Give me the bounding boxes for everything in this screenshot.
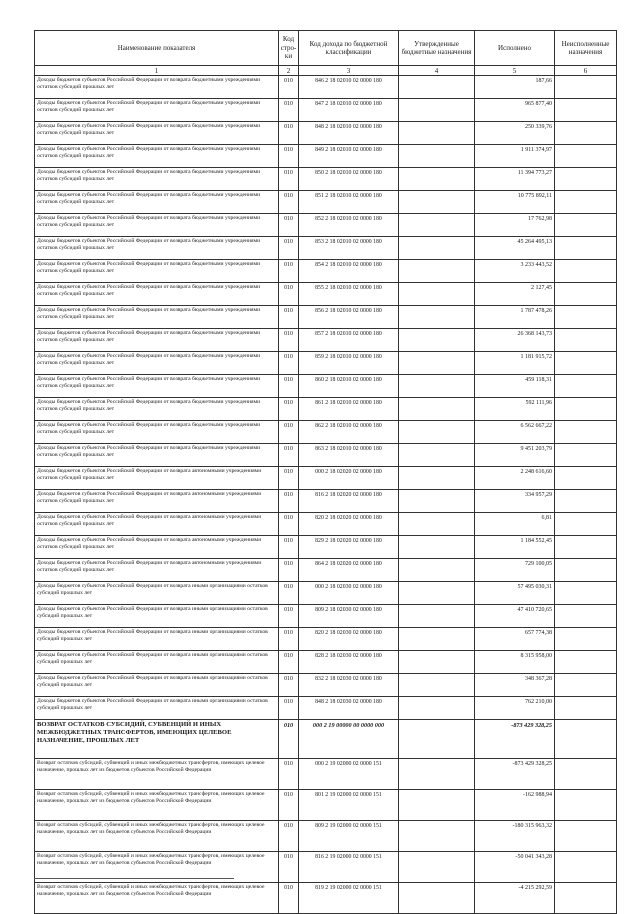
row-name: Доходы бюджетов субъектов Российской Федерации от возврата бюджетными учреждениями остатков субсидий прошлых лет <box>35 237 279 260</box>
row-unexecuted <box>555 122 617 145</box>
row-income-code: 809 2 18 02030 02 0000 180 <box>299 605 399 628</box>
row-executed: 1 184 552,45 <box>475 536 555 559</box>
row-income-code: 864 2 18 02020 02 0000 180 <box>299 559 399 582</box>
row-income-code: 809 2 19 02000 02 0000 151 <box>299 821 399 852</box>
row-income-code: 863 2 18 02010 02 0000 180 <box>299 444 399 467</box>
row-executed: 47 410 720,65 <box>475 605 555 628</box>
table-row <box>35 76 617 99</box>
row-line-code: 010 <box>279 260 299 283</box>
row-line-code: 010 <box>279 821 299 852</box>
row-income-code: 861 2 18 02010 02 0000 180 <box>299 398 399 421</box>
row-name: Доходы бюджетов субъектов Российской Федерации от возврата автономными учреждениями остатков субсидий прошлых лет <box>35 536 279 559</box>
row-executed: 1 911 374,97 <box>475 145 555 168</box>
section-total-row <box>35 720 617 759</box>
row-income-code: 828 2 18 02030 02 0000 180 <box>299 651 399 674</box>
row-executed: 3 233 443,52 <box>475 260 555 283</box>
footer-rule <box>34 878 234 879</box>
row-line-code: 010 <box>279 329 299 352</box>
row-unexecuted <box>555 352 617 375</box>
row-income-code: 832 2 18 02030 02 0000 180 <box>299 674 399 697</box>
row-line-code: 010 <box>279 536 299 559</box>
row-name: Доходы бюджетов субъектов Российской Федерации от возврата бюджетными учреждениями остатков субсидий прошлых лет <box>35 99 279 122</box>
row-income-code: 860 2 18 02010 02 0000 180 <box>299 375 399 398</box>
row-line-code: 010 <box>279 697 299 720</box>
row-unexecuted <box>555 852 617 883</box>
header-line-code: Код стро- ки <box>279 31 299 66</box>
row-line-code: 010 <box>279 490 299 513</box>
row-executed: 11 394 773,27 <box>475 168 555 191</box>
row-approved <box>399 76 475 99</box>
row-income-code: 816 2 19 02000 02 0000 151 <box>299 852 399 883</box>
row-name: Доходы бюджетов субъектов Российской Федерации от возврата бюджетными учреждениями остатков субсидий прошлых лет <box>35 306 279 329</box>
row-executed: 6,81 <box>475 513 555 536</box>
row-name: Доходы бюджетов субъектов Российской Федерации от возврата бюджетными учреждениями остатков субсидий прошлых лет <box>35 76 279 99</box>
row-name: Доходы бюджетов субъектов Российской Федерации от возврата иными организациями остатков субсидий прошлых лет <box>35 628 279 651</box>
row-name: Доходы бюджетов субъектов Российской Федерации от возврата бюджетными учреждениями остатков субсидий прошлых лет <box>35 375 279 398</box>
table-row <box>35 467 617 490</box>
row-income-code: 854 2 18 02010 02 0000 180 <box>299 260 399 283</box>
row-approved <box>399 444 475 467</box>
row-line-code: 010 <box>279 145 299 168</box>
row-approved <box>399 260 475 283</box>
row-approved <box>399 467 475 490</box>
row-unexecuted <box>555 444 617 467</box>
row-line-code: 010 <box>279 444 299 467</box>
row-income-code: 848 2 18 02030 02 0000 180 <box>299 697 399 720</box>
table-row <box>35 421 617 444</box>
row-unexecuted <box>555 421 617 444</box>
row-approved <box>399 214 475 237</box>
table-row <box>35 790 617 821</box>
row-name: Доходы бюджетов субъектов Российской Федерации от возврата бюджетными учреждениями остатков субсидий прошлых лет <box>35 122 279 145</box>
row-executed: 10 775 892,11 <box>475 191 555 214</box>
row-approved <box>399 883 475 914</box>
row-unexecuted <box>555 536 617 559</box>
row-name: Доходы бюджетов субъектов Российской Федерации от возврата иными организациями остатков субсидий прошлых лет <box>35 605 279 628</box>
table-row <box>35 628 617 651</box>
row-unexecuted <box>555 513 617 536</box>
row-income-code: 000 2 18 02030 02 0000 180 <box>299 582 399 605</box>
row-line-code: 010 <box>279 852 299 883</box>
row-executed: 57 495 030,31 <box>475 582 555 605</box>
row-unexecuted <box>555 720 617 759</box>
row-line-code: 010 <box>279 605 299 628</box>
row-income-code: 856 2 18 02010 02 0000 180 <box>299 306 399 329</box>
header-approved: Утвержденные бюджетные назначения <box>399 31 475 66</box>
header-unexecuted: Неисполненные назначения <box>555 31 617 66</box>
table-row <box>35 605 617 628</box>
row-approved <box>399 559 475 582</box>
row-line-code: 010 <box>279 559 299 582</box>
row-executed: 592 111,96 <box>475 398 555 421</box>
row-executed: 657 774,38 <box>475 628 555 651</box>
row-executed: 17 762,98 <box>475 214 555 237</box>
table-row <box>35 99 617 122</box>
row-approved <box>399 283 475 306</box>
row-income-code: 801 2 19 02000 02 0000 151 <box>299 790 399 821</box>
row-executed: 1 787 478,26 <box>475 306 555 329</box>
row-unexecuted <box>555 582 617 605</box>
row-name: Доходы бюджетов субъектов Российской Федерации от возврата автономными учреждениями остатков субсидий прошлых лет <box>35 559 279 582</box>
row-income-code: 847 2 18 02010 02 0000 180 <box>299 99 399 122</box>
row-unexecuted <box>555 651 617 674</box>
row-line-code: 010 <box>279 237 299 260</box>
column-number: 3 <box>299 66 399 76</box>
table-row <box>35 490 617 513</box>
row-name: Доходы бюджетов субъектов Российской Федерации от возврата бюджетными учреждениями остатков субсидий прошлых лет <box>35 168 279 191</box>
row-income-code: 851 2 18 02010 02 0000 180 <box>299 191 399 214</box>
row-line-code: 010 <box>279 582 299 605</box>
table-row <box>35 444 617 467</box>
row-line-code: 010 <box>279 352 299 375</box>
row-name: Доходы бюджетов субъектов Российской Федерации от возврата бюджетными учреждениями остатков субсидий прошлых лет <box>35 191 279 214</box>
row-unexecuted <box>555 168 617 191</box>
row-executed: -50 041 343,28 <box>475 852 555 883</box>
row-executed: -873 429 328,25 <box>475 720 555 759</box>
row-executed: -4 215 292,59 <box>475 883 555 914</box>
row-name: Доходы бюджетов субъектов Российской Федерации от возврата иными организациями остатков субсидий прошлых лет <box>35 582 279 605</box>
row-income-code: 859 2 18 02010 02 0000 180 <box>299 352 399 375</box>
row-executed: 187,66 <box>475 76 555 99</box>
row-unexecuted <box>555 883 617 914</box>
row-executed: 1 181 915,72 <box>475 352 555 375</box>
table-row <box>35 352 617 375</box>
row-executed: 965 877,40 <box>475 99 555 122</box>
row-line-code: 010 <box>279 759 299 790</box>
row-unexecuted <box>555 759 617 790</box>
row-approved <box>399 191 475 214</box>
row-unexecuted <box>555 628 617 651</box>
row-income-code: 820 2 18 02030 02 0000 180 <box>299 628 399 651</box>
table-row <box>35 674 617 697</box>
table-row <box>35 122 617 145</box>
row-approved <box>399 237 475 260</box>
row-name: Доходы бюджетов субъектов Российской Федерации от возврата иными организациями остатков субсидий прошлых лет <box>35 697 279 720</box>
row-income-code: 848 2 18 02010 02 0000 180 <box>299 122 399 145</box>
row-line-code: 010 <box>279 674 299 697</box>
table-row <box>35 168 617 191</box>
row-income-code: 000 2 19 00000 00 0000 000 <box>299 720 399 759</box>
row-unexecuted <box>555 283 617 306</box>
row-unexecuted <box>555 260 617 283</box>
column-number: 4 <box>399 66 475 76</box>
row-name: ВОЗВРАТ ОСТАТКОВ СУБСИДИЙ, СУБВЕНЦИЙ И ИНЫХ МЕЖБЮДЖЕТНЫХ ТРАНСФЕРТОВ, ИМЕЮЩИХ ЦЕЛЕВОЕ НАЗНАЧЕНИЕ, ПРОШЛЫХ ЛЕТ <box>35 720 279 759</box>
row-name: Доходы бюджетов субъектов Российской Федерации от возврата автономными учреждениями остатков субсидий прошлых лет <box>35 467 279 490</box>
row-approved <box>399 536 475 559</box>
row-line-code: 010 <box>279 628 299 651</box>
row-executed: -162 988,94 <box>475 790 555 821</box>
budget-execution-table <box>34 30 617 914</box>
row-income-code: 852 2 18 02010 02 0000 180 <box>299 214 399 237</box>
row-approved <box>399 605 475 628</box>
row-executed: 459 118,31 <box>475 375 555 398</box>
table-row <box>35 559 617 582</box>
table-row <box>35 260 617 283</box>
column-number: 2 <box>279 66 299 76</box>
table-row <box>35 237 617 260</box>
row-executed: 26 368 143,73 <box>475 329 555 352</box>
row-approved <box>399 398 475 421</box>
row-executed: 250 339,76 <box>475 122 555 145</box>
row-name: Доходы бюджетов субъектов Российской Федерации от возврата бюджетными учреждениями остатков субсидий прошлых лет <box>35 260 279 283</box>
row-approved <box>399 306 475 329</box>
row-name: Доходы бюджетов субъектов Российской Федерации от возврата бюджетными учреждениями остатков субсидий прошлых лет <box>35 214 279 237</box>
row-line-code: 010 <box>279 283 299 306</box>
row-name: Доходы бюджетов субъектов Российской Федерации от возврата бюджетными учреждениями остатков субсидий прошлых лет <box>35 444 279 467</box>
row-unexecuted <box>555 821 617 852</box>
header-income-code: Код дохода по бюджетной классификации <box>299 31 399 66</box>
row-executed: 2 127,45 <box>475 283 555 306</box>
row-line-code: 010 <box>279 883 299 914</box>
row-income-code: 850 2 18 02010 02 0000 180 <box>299 168 399 191</box>
row-line-code: 010 <box>279 191 299 214</box>
row-line-code: 010 <box>279 168 299 191</box>
row-name: Доходы бюджетов субъектов Российской Федерации от возврата бюджетными учреждениями остатков субсидий прошлых лет <box>35 421 279 444</box>
row-approved <box>399 352 475 375</box>
row-name: Доходы бюджетов субъектов Российской Федерации от возврата бюджетными учреждениями остатков субсидий прошлых лет <box>35 329 279 352</box>
row-approved <box>399 821 475 852</box>
row-name: Доходы бюджетов субъектов Российской Федерации от возврата бюджетными учреждениями остатков субсидий прошлых лет <box>35 398 279 421</box>
row-name: Доходы бюджетов субъектов Российской Федерации от возврата бюджетными учреждениями остатков субсидий прошлых лет <box>35 145 279 168</box>
row-approved <box>399 628 475 651</box>
row-approved <box>399 375 475 398</box>
column-number-row <box>35 66 617 76</box>
table-row <box>35 145 617 168</box>
row-executed: 6 562 667,22 <box>475 421 555 444</box>
row-name: Доходы бюджетов субъектов Российской Федерации от возврата автономными учреждениями остатков субсидий прошлых лет <box>35 513 279 536</box>
row-line-code: 010 <box>279 99 299 122</box>
row-line-code: 010 <box>279 306 299 329</box>
table-header <box>35 31 617 76</box>
row-executed: -873 429 328,25 <box>475 759 555 790</box>
row-unexecuted <box>555 398 617 421</box>
row-line-code: 010 <box>279 513 299 536</box>
header-indicator-name: Наименование показателя <box>35 31 279 66</box>
row-approved <box>399 99 475 122</box>
row-line-code: 010 <box>279 375 299 398</box>
row-line-code: 010 <box>279 421 299 444</box>
row-approved <box>399 697 475 720</box>
row-approved <box>399 674 475 697</box>
row-line-code: 010 <box>279 790 299 821</box>
row-line-code: 010 <box>279 122 299 145</box>
row-approved <box>399 582 475 605</box>
row-unexecuted <box>555 99 617 122</box>
row-name: Доходы бюджетов субъектов Российской Федерации от возврата иными организациями остатков субсидий прошлых лет <box>35 651 279 674</box>
row-unexecuted <box>555 191 617 214</box>
row-name: Доходы бюджетов субъектов Российской Федерации от возврата бюджетными учреждениями остатков субсидий прошлых лет <box>35 283 279 306</box>
row-executed: 9 451 203,79 <box>475 444 555 467</box>
row-executed: 762 210,00 <box>475 697 555 720</box>
row-name: Возврат остатков субсидий, субвенций и иных межбюджетных трансфертов, имеющих целевое назначение, прошлых лет из бюджетов субъектов Российской Федерации <box>35 852 279 883</box>
row-approved <box>399 421 475 444</box>
report-sheet <box>34 30 617 914</box>
table-row <box>35 283 617 306</box>
row-line-code: 010 <box>279 720 299 759</box>
row-unexecuted <box>555 674 617 697</box>
row-approved <box>399 790 475 821</box>
row-name: Доходы бюджетов субъектов Российской Федерации от возврата автономными учреждениями остатков субсидий прошлых лет <box>35 490 279 513</box>
row-name: Возврат остатков субсидий, субвенций и иных межбюджетных трансфертов, имеющих целевое назначение, прошлых лет из бюджетов субъектов Российской Федерации <box>35 821 279 852</box>
row-line-code: 010 <box>279 467 299 490</box>
row-approved <box>399 852 475 883</box>
row-income-code: 820 2 18 02020 02 0000 180 <box>299 513 399 536</box>
row-unexecuted <box>555 329 617 352</box>
row-unexecuted <box>555 697 617 720</box>
row-name: Возврат остатков субсидий, субвенций и иных межбюджетных трансфертов, имеющих целевое назначение, прошлых лет из бюджетов субъектов Российской Федерации <box>35 759 279 790</box>
row-approved <box>399 122 475 145</box>
header-executed: Исполнено <box>475 31 555 66</box>
row-approved <box>399 490 475 513</box>
row-income-code: 853 2 18 02010 02 0000 180 <box>299 237 399 260</box>
table-row <box>35 651 617 674</box>
column-number: 5 <box>475 66 555 76</box>
table-row <box>35 398 617 421</box>
row-unexecuted <box>555 467 617 490</box>
column-number: 6 <box>555 66 617 76</box>
table-body <box>35 76 617 914</box>
row-executed: 348 367,28 <box>475 674 555 697</box>
row-approved <box>399 759 475 790</box>
row-executed: -180 315 963,32 <box>475 821 555 852</box>
row-income-code: 855 2 18 02010 02 0000 180 <box>299 283 399 306</box>
row-income-code: 857 2 18 02010 02 0000 180 <box>299 329 399 352</box>
row-executed: 2 248 616,60 <box>475 467 555 490</box>
row-income-code: 829 2 18 02020 02 0000 180 <box>299 536 399 559</box>
row-unexecuted <box>555 605 617 628</box>
row-approved <box>399 329 475 352</box>
row-executed: 8 315 958,00 <box>475 651 555 674</box>
table-row <box>35 306 617 329</box>
row-name: Доходы бюджетов субъектов Российской Федерации от возврата бюджетными учреждениями остатков субсидий прошлых лет <box>35 352 279 375</box>
row-income-code: 816 2 18 02020 02 0000 180 <box>299 490 399 513</box>
row-name: Доходы бюджетов субъектов Российской Федерации от возврата иными организациями остатков субсидий прошлых лет <box>35 674 279 697</box>
table-row <box>35 329 617 352</box>
row-income-code: 862 2 18 02010 02 0000 180 <box>299 421 399 444</box>
row-unexecuted <box>555 145 617 168</box>
column-number: 1 <box>35 66 279 76</box>
row-income-code: 819 2 19 02000 02 0000 151 <box>299 883 399 914</box>
row-income-code: 846 2 18 02010 02 0000 180 <box>299 76 399 99</box>
row-name: Возврат остатков субсидий, субвенций и иных межбюджетных трансфертов, имеющих целевое назначение, прошлых лет из бюджетов субъектов Российской Федерации <box>35 883 279 914</box>
table-row <box>35 821 617 852</box>
row-approved <box>399 145 475 168</box>
row-name: Возврат остатков субсидий, субвенций и иных межбюджетных трансфертов, имеющих целевое назначение, прошлых лет из бюджетов субъектов Российской Федерации <box>35 790 279 821</box>
table-row <box>35 191 617 214</box>
table-row <box>35 513 617 536</box>
row-unexecuted <box>555 306 617 329</box>
row-unexecuted <box>555 375 617 398</box>
row-unexecuted <box>555 559 617 582</box>
table-row <box>35 536 617 559</box>
table-row <box>35 759 617 790</box>
row-line-code: 010 <box>279 651 299 674</box>
row-income-code: 849 2 18 02010 02 0000 180 <box>299 145 399 168</box>
row-approved <box>399 720 475 759</box>
row-line-code: 010 <box>279 214 299 237</box>
row-executed: 45 264 495,13 <box>475 237 555 260</box>
row-unexecuted <box>555 490 617 513</box>
row-line-code: 010 <box>279 76 299 99</box>
row-unexecuted <box>555 76 617 99</box>
row-unexecuted <box>555 214 617 237</box>
row-unexecuted <box>555 790 617 821</box>
row-approved <box>399 513 475 536</box>
row-executed: 729 100,05 <box>475 559 555 582</box>
row-unexecuted <box>555 237 617 260</box>
table-row <box>35 883 617 914</box>
table-row <box>35 375 617 398</box>
row-income-code: 000 2 19 02000 02 0000 151 <box>299 759 399 790</box>
row-income-code: 000 2 18 02020 02 0000 180 <box>299 467 399 490</box>
row-line-code: 010 <box>279 398 299 421</box>
row-approved <box>399 168 475 191</box>
table-row <box>35 582 617 605</box>
row-approved <box>399 651 475 674</box>
table-row <box>35 697 617 720</box>
table-row <box>35 214 617 237</box>
row-executed: 334 957,29 <box>475 490 555 513</box>
